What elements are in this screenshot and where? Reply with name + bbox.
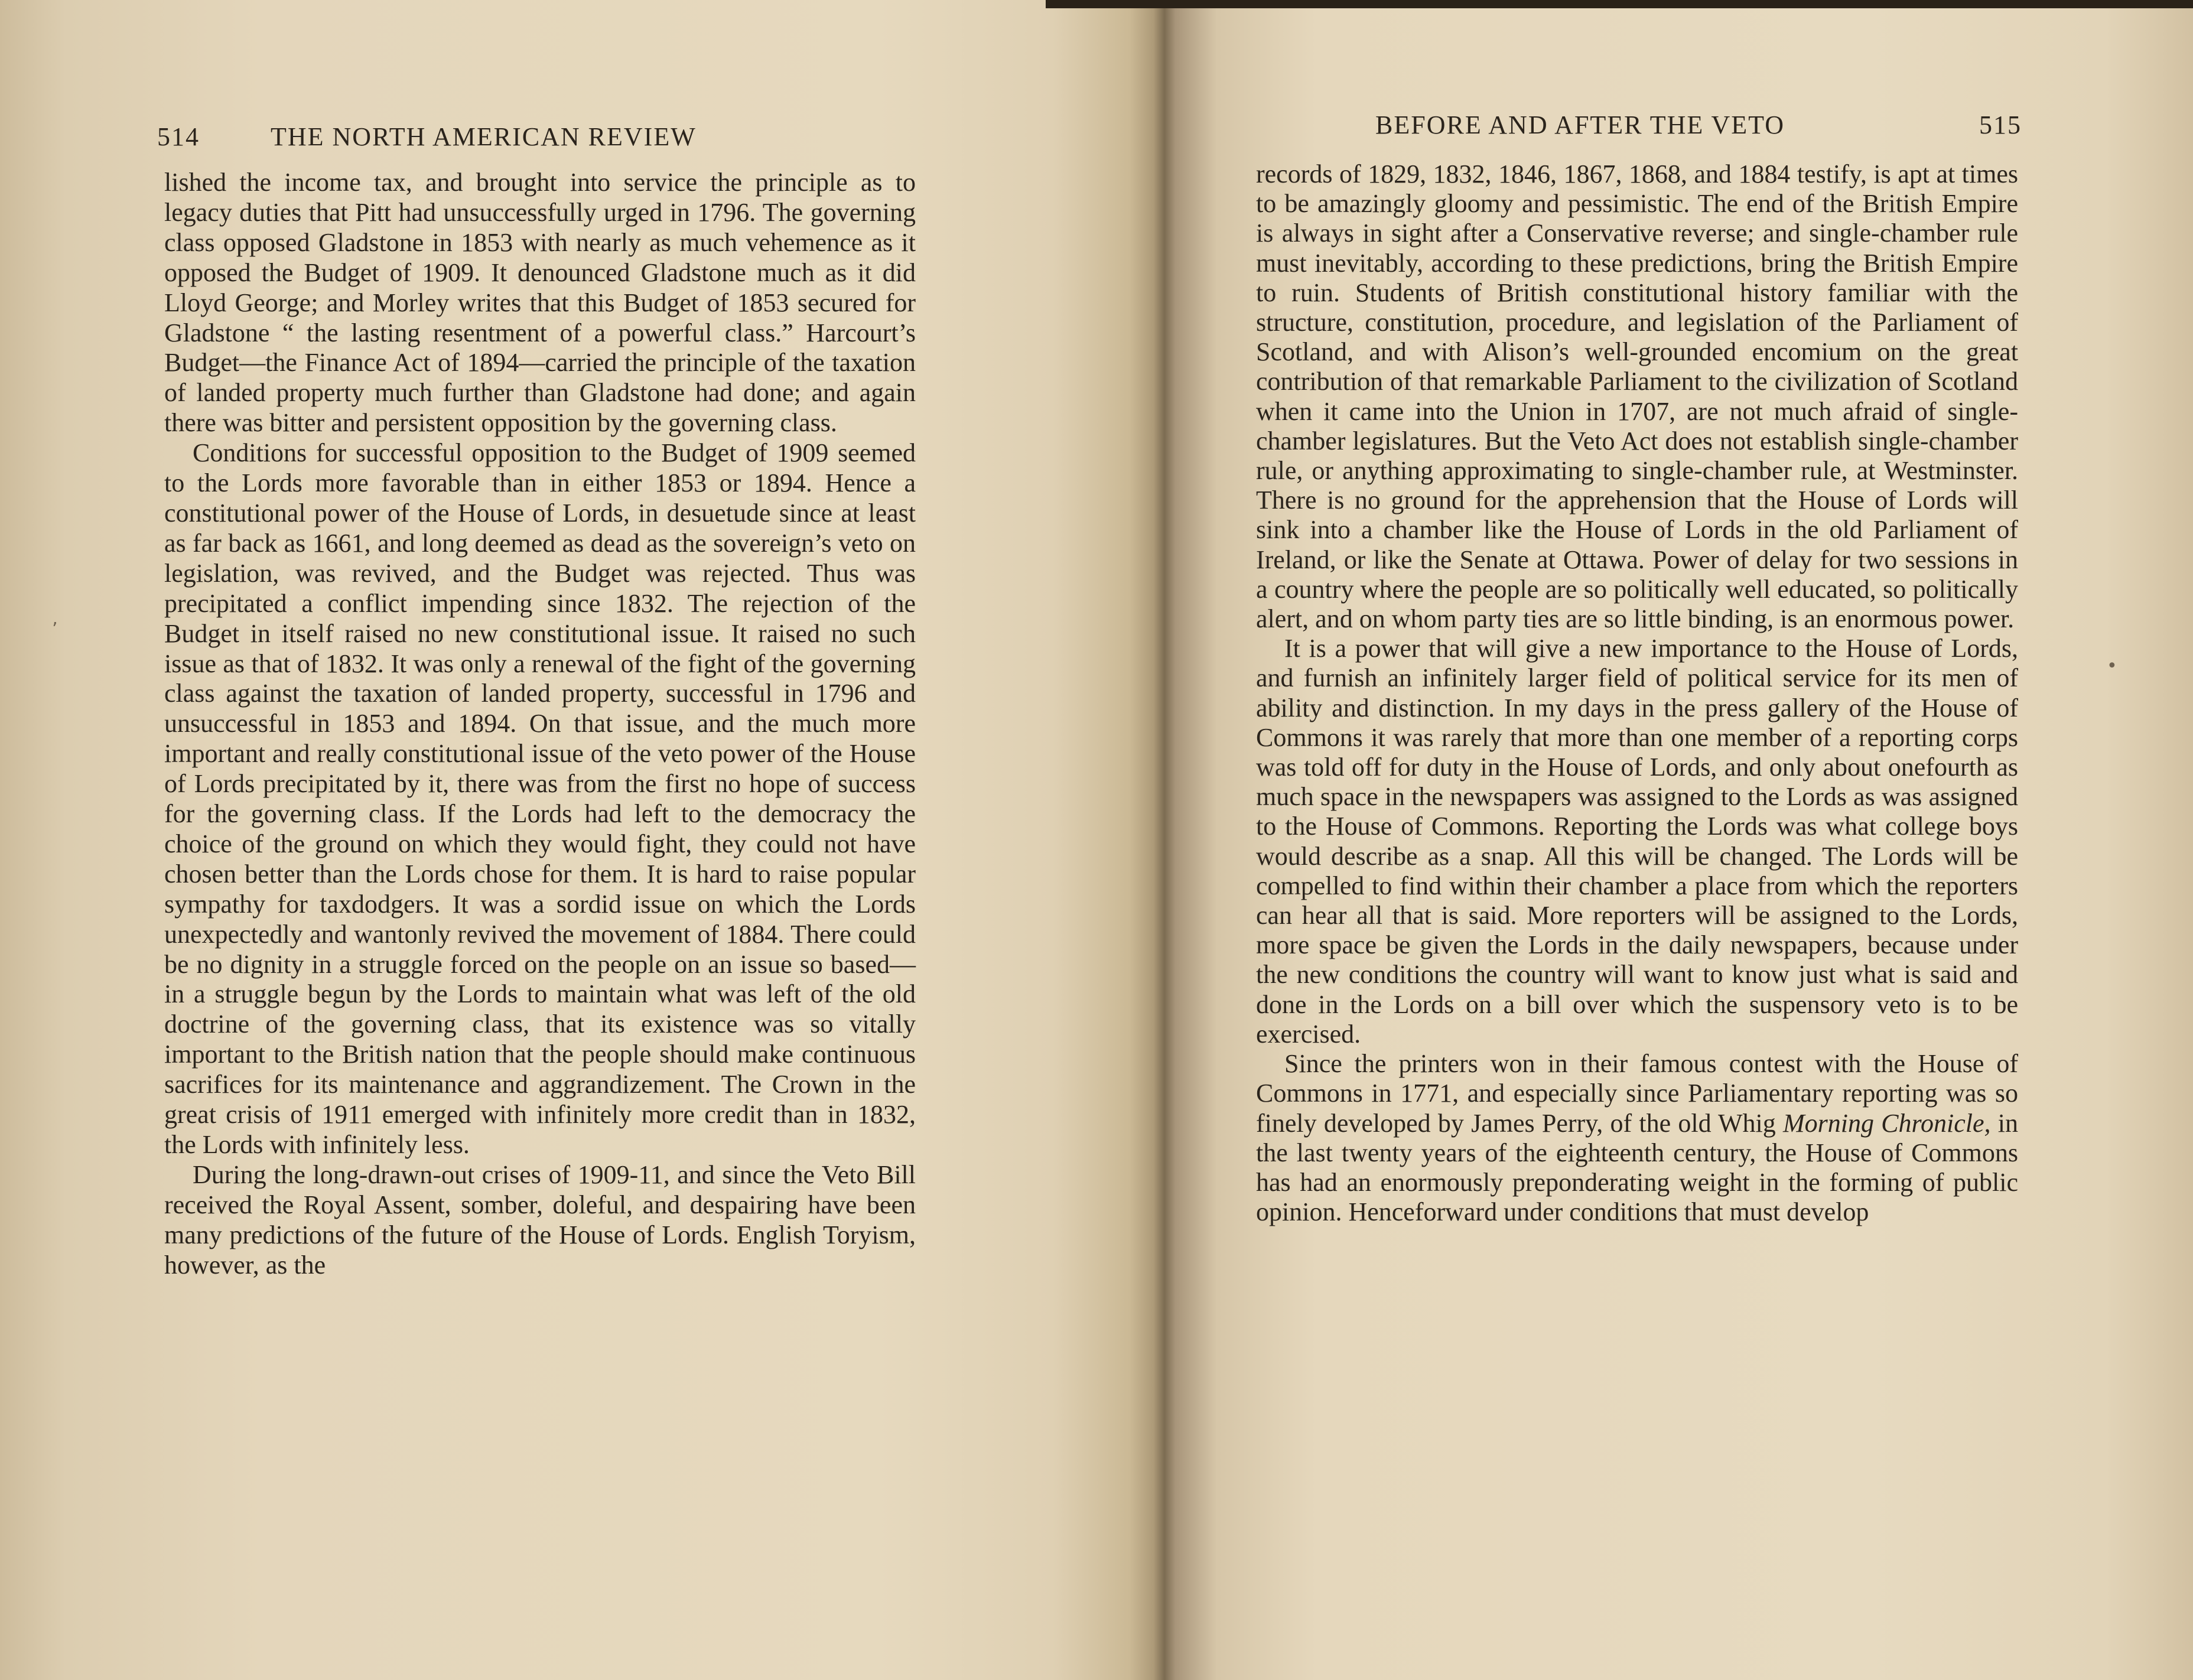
margin-speck: • (2107, 656, 2117, 676)
right-running-head (1256, 110, 2022, 151)
paragraph: lished the income tax, and brought into service the principle as to legacy duties that Pitt had unsuccessfully urged in 1796. The governing class opposed Gladstone in 1853 with nearly as much vehemence as it opposed the Budget of 1909. It denounced Gladstone much as it did Lloyd George; and Morley writes that this Budget of 1853 secured for Gladstone “ the lasting resentment of a powerful class.” Harcourt’s Budget—the Finance Act of 1894—carried the principle of the taxation of landed property much further than Gladstone had done; and again there was bitter and persistent opposition by the governing class. (164, 168, 916, 438)
left-page (157, 118, 916, 1281)
paragraph: It is a power that will give a new importance to the House of Lords, and furnish an infinitely larger field of political service for its men of ability and distinction. In my days in the press gallery of the House of Commons it was rarely that more than one member of a reporting corps was told off for duty in the House of Lords, and only about onefourth as much space in the newspapers was assigned to the Lords as was assigned to the House of Commons. Reporting the Lords was what college boys would describe as a snap. All this will be changed. The Lords will be compelled to find within their chamber a place from which the reporters can hear all that is said. More reporters will be assigned to the Lords, more space be given the Lords in the daily newspapers, because under the new conditions the country will want to know just what is said and done in the Lords on a bill over which the suspensory veto is to be exercised. (1256, 634, 2018, 1049)
right-page (1256, 110, 2022, 1227)
paragraph: records of 1829, 1832, 1846, 1867, 1868, and 1884 testify, is apt at times to be amazingly gloomy and pessimistic. The end of the British Empire is always in sight after a Conservative reverse; and single-chamber rule must inevitably, according to these predictions, bring the British Empire to ruin. Students of British constitutional history familiar with the structure, constitution, procedure, and legislation of the Parliament of Scotland, and with Alison’s well-grounded encomium on the great contribution of that remarkable Parliament to the civilization of Scotland when it came into the Union in 1707, are not much afraid of single-chamber legislatures. But the Veto Act does not establish single-chamber rule, or anything approximating to single-chamber rule, at Westminster. There is no ground for the apprehension that the House of Lords will sink into a chamber like the House of Lords in the old Parliament of Ireland, or like the Senate at Ottawa. Power of delay for two sessions in a country where the people are so politically well educated, so politically alert, and on whom party ties are so little binding, is an enormous power. (1256, 159, 2018, 634)
paragraph (1256, 1049, 2018, 1227)
newspaper-title: Morning Chronicle, (1782, 1108, 1991, 1138)
text-run: in the last twenty years of the eighteenth century, the House of Commons has had an enormously preponderating weight in the forming of public opinion. Henceforward under conditions that must develop (1256, 1108, 2018, 1227)
margin-speck: ’ (52, 619, 58, 640)
page-number: 514 (157, 122, 200, 151)
right-body-text (1256, 159, 2018, 1227)
paragraph: During the long-drawn-out crises of 1909-11, and since the Veto Bill received the Royal Assent, somber, doleful, and despairing have been many predictions of the future of the House of Lords. English Toryism, however, as the (164, 1160, 916, 1279)
page-edge-shadow (1046, 0, 2193, 8)
running-title: BEFORE AND AFTER THE VETO (1375, 110, 1785, 139)
running-title: THE NORTH AMERICAN REVIEW (271, 122, 697, 151)
text-run: Since the printers won in their famous contest with the House of Commons in 1771, and especially since Parliamentary reporting was so finely developed by James Perry, of the old Whig (1256, 1049, 2018, 1138)
paragraph: Conditions for successful opposition to the Budget of 1909 seemed to the Lords more favorable than in either 1853 or 1894. Hence a constitutional power of the House of Lords, in desuetude since at least as far back as 1661, and long deemed as dead as the sovereign’s veto on legislation, was revived, and the Budget was rejected. Thus was precipitated a conflict impending since 1832. The rejection of the Budget in itself raised no new constitutional issue. It raised no such issue as that of 1832. It was only a renewal of the fight of the governing class against the taxation of landed property, successful in 1796 and unsuccessful in 1853 and 1894. On that issue, and the much more important and really constitutional issue of the veto power of the House of Lords precipitated by it, there was from the first no hope of success for the governing class. If the Lords had left to the democracy the choice of the ground on which they would fight, they could not have chosen better than the Lords chose for them. It is hard to raise popular sympathy for taxdodgers. It was a sordid issue on which the Lords unexpectedly and wantonly revived the movement of 1884. There could be no dignity in a struggle forced on the people on an issue so based—in a struggle begun by the Lords to maintain what was left of the old doctrine of the governing class, that its existence was so vitally important to the British nation that the people should make continuous sacrifices for its maintenance and aggrandizement. The Crown in the great crisis of 1911 emerged with infinitely more credit than in 1832, the Lords with infinitely less. (164, 438, 916, 1159)
left-running-head (157, 118, 916, 159)
left-body-text (164, 168, 916, 1281)
page-number: 515 (1979, 110, 2022, 139)
